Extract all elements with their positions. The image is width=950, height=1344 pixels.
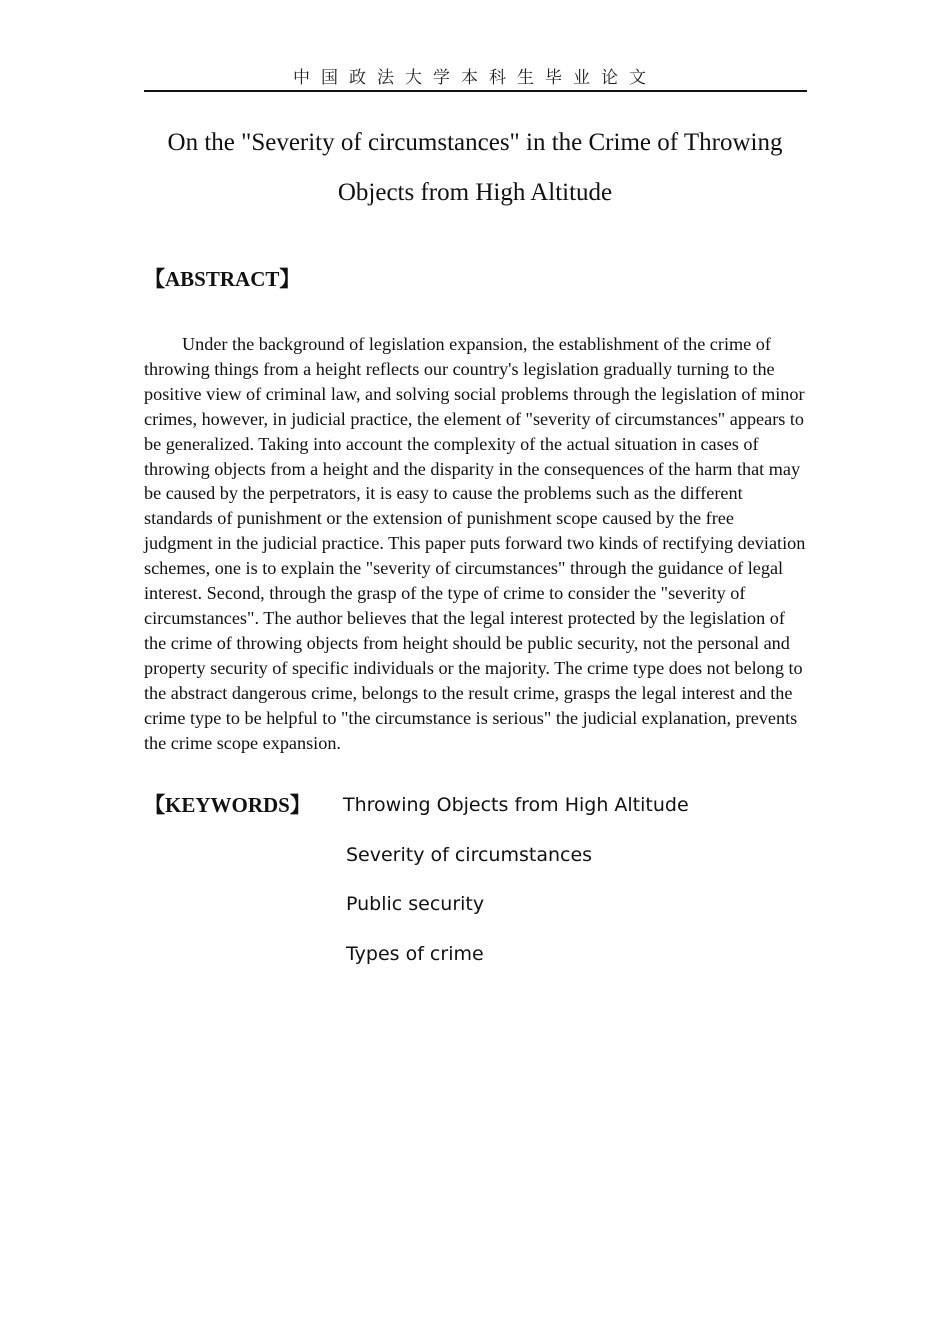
keywords-label: 【KEYWORDS】 xyxy=(144,793,311,817)
title-line-1: On the "Severity of circumstances" in the Crime of Throwing xyxy=(167,129,783,156)
keyword-item: Types of crime xyxy=(346,943,484,966)
abstract-heading: 【ABSTRACT】 xyxy=(144,267,301,291)
header-rule xyxy=(144,90,807,92)
keyword-item: Public security xyxy=(346,893,485,916)
keywords-list xyxy=(343,790,803,989)
running-header: 中国政法大学本科生毕业论文 xyxy=(293,68,657,88)
abstract-body: Under the background of legislation expansion, the establishment of the crime of throwing things from a height reflects our country's legislation gradually turning to the positive view of criminal law, and solving social problems through the legislation of minor crimes, however, in judicial practice, the element of "severity of circumstances" appears to be generalized. Taking into account the complexity of the actual situation in cases of throwing objects from a height and the disparity in the consequences of the harm that may be caused by the perpetrators, it is easy to cause the problems such as the different standards of punishment or the extension of punishment scope caused by the free judgment in the judicial practice. This paper puts forward two kinds of rectifying deviation schemes, one is to explain the "severity of circumstances" through the guidance of legal interest. Second, through the grasp of the type of crime to consider the "severity of circumstances". The author believes that the legal interest protected by the legislation of the crime of throwing objects from height should be public security, not the personal and property security of specific individuals or the majority. The crime type does not belong to the abstract dangerous crime, belongs to the result crime, grasps the legal interest and the crime type to be helpful to "the circumstance is serious" the judicial explanation, prevents the crime scope expansion. xyxy=(144,334,806,753)
paper-title xyxy=(144,118,806,218)
keyword-item: Severity of circumstances xyxy=(346,843,593,866)
keyword-item: Throwing Objects from High Altitude xyxy=(343,794,689,816)
title-line-2: Objects from High Altitude xyxy=(337,179,613,206)
